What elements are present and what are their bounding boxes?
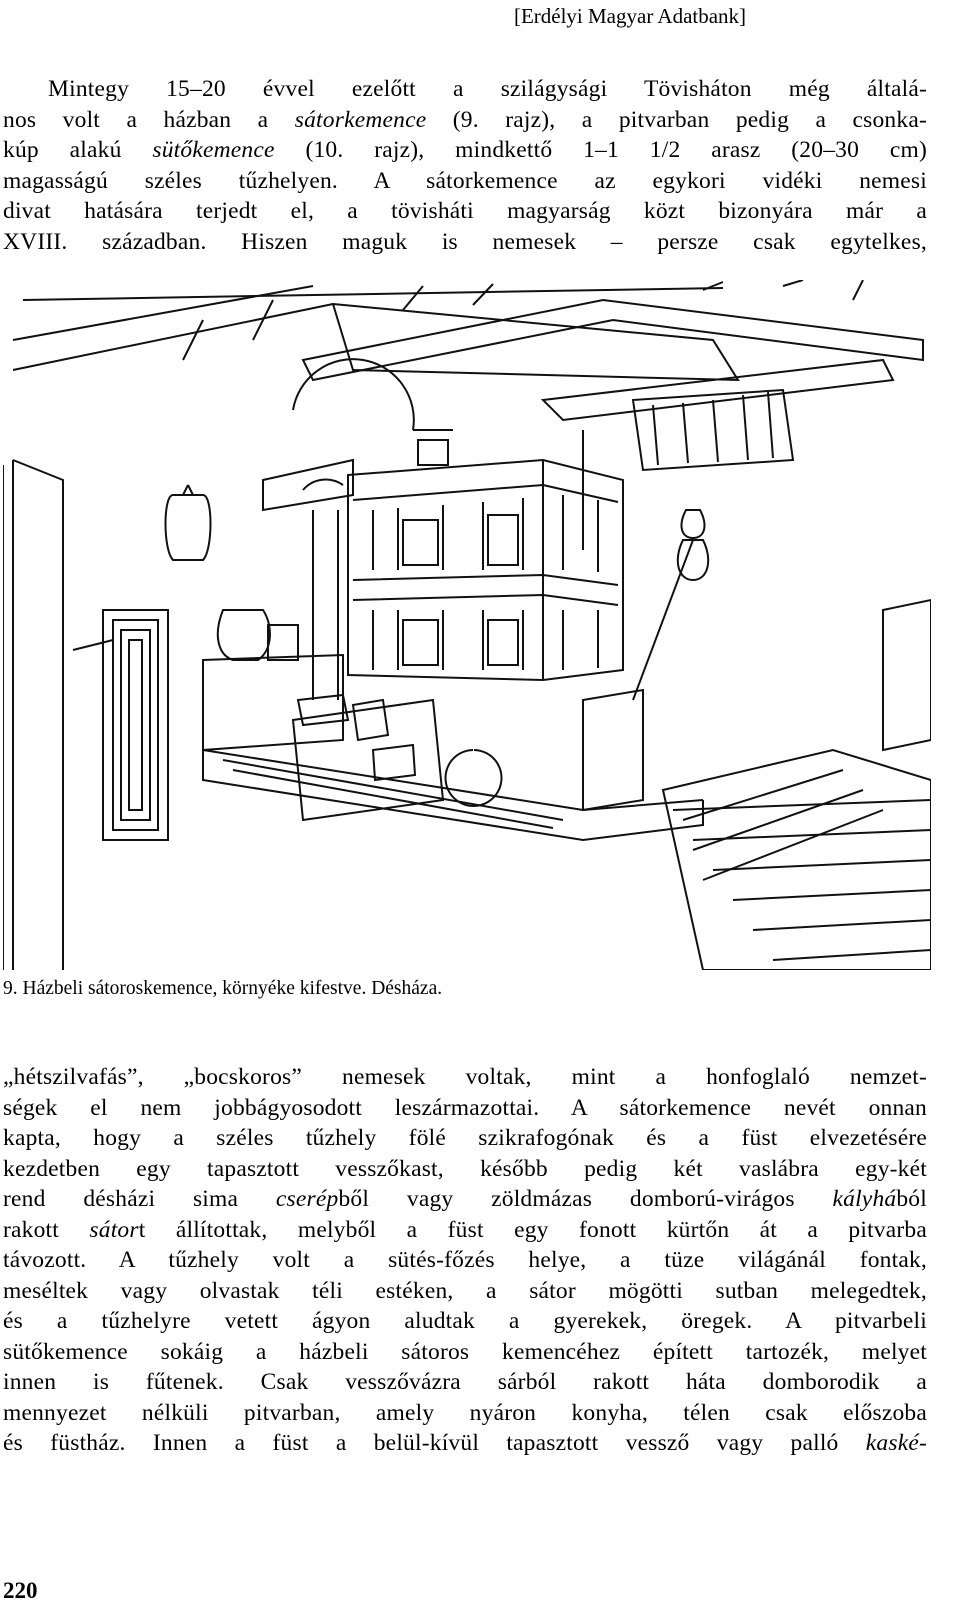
text-line xyxy=(3,1398,927,1429)
text-run: és füstház. Innen a füst a belül-kívül tapasztott vessző vagy palló xyxy=(3,1430,866,1456)
text-run: ségek el nem jobbágyosodott leszármazottai. A sátorkemence nevét onnan xyxy=(3,1094,927,1121)
text-line xyxy=(3,1154,927,1185)
text-line xyxy=(3,1428,927,1459)
italic-term: kályhá xyxy=(832,1186,897,1212)
running-header xyxy=(0,4,960,29)
text-run: kezdetben egy tapasztott vesszőkast, később pedig két vaslábra egy-két xyxy=(3,1155,927,1182)
text-line xyxy=(3,1337,927,1368)
text-run: mennyezet nélküli pitvarban, amely nyáron konyha, télen csak előszoba xyxy=(3,1399,927,1426)
text-run: ból xyxy=(896,1186,927,1212)
text-line xyxy=(3,1245,927,1276)
text-line xyxy=(3,1215,927,1246)
text-run: innen is fűtenek. Csak vesszővázra sárból rakott háta domborodik a xyxy=(3,1369,927,1395)
italic-term: kaské- xyxy=(865,1430,927,1456)
paragraph-1 xyxy=(3,74,927,257)
text-run: (9. rajz), a pitvarban pedig a csonka- xyxy=(426,106,927,133)
italic-term: sütőkemence xyxy=(152,137,275,163)
text-run: divat hatására terjedt el, a tövisháti magyarság közt bizonyára már a xyxy=(3,198,927,224)
text-line xyxy=(3,196,927,227)
text-line xyxy=(3,166,927,197)
text-run: XVIII. században. Hiszen maguk is nemesek – persze csak egytelkes, xyxy=(3,228,927,255)
text-run: kúp alakú xyxy=(3,137,153,163)
figure-caption: 9. Házbeli sátoroskemence, környéke kifestve. Désháza. xyxy=(3,978,443,999)
text-line xyxy=(3,1062,927,1093)
text-line xyxy=(3,227,927,258)
text-line xyxy=(3,105,927,136)
text-line xyxy=(3,1306,927,1337)
text-run: t állítottak, melyből a füst egy fonott kürtőn át a pitvarba xyxy=(138,1216,927,1243)
text-run: magasságú széles tűzhelyen. A sátorkemence az egykori vidéki nemesi xyxy=(3,167,927,194)
text-run: sütőkemence sokáig a házbeli sátoros kemencéhez épített tartozék, melyet xyxy=(3,1338,927,1365)
text-run: rakott xyxy=(3,1216,90,1243)
text-run: kapta, hogy a széles tűzhely fölé szikrafogónak és a füst elvezetésére xyxy=(3,1125,927,1151)
text-line xyxy=(3,1123,927,1154)
text-run: rend désházi sima xyxy=(3,1186,276,1212)
text-line xyxy=(3,74,927,105)
italic-term: cserép xyxy=(275,1186,339,1212)
figure-illustration xyxy=(3,280,931,970)
stove-room-drawing xyxy=(3,280,931,970)
text-run: ből vagy zöldmázas domború-virágos xyxy=(338,1186,833,1212)
text-line xyxy=(3,1276,927,1307)
italic-term: sátor xyxy=(89,1216,139,1243)
page-number: 220 xyxy=(3,1578,38,1603)
text-run: és a tűzhelyre vetett ágyon aludtak a gyerekek, öregek. A pitvarbeli xyxy=(3,1308,927,1334)
text-run: nos volt a házban a xyxy=(3,106,295,133)
text-line xyxy=(3,1184,927,1215)
running-title: [Erdélyi Magyar Adatbank] xyxy=(513,4,747,28)
text-run: Mintegy 15–20 évvel ezelőtt a szilágysági Tövisháton még általá- xyxy=(48,76,927,102)
paragraph-2 xyxy=(3,1062,927,1459)
text-line xyxy=(3,1367,927,1398)
text-line xyxy=(3,1093,927,1124)
text-line xyxy=(3,135,927,166)
text-run: „hétszilvafás”, „bocskoros” nemesek voltak, mint a honfoglaló nemzet- xyxy=(3,1064,927,1090)
text-run: meséltek vagy olvastak téli estéken, a sátor mögötti sutban melegedtek, xyxy=(3,1277,927,1304)
text-run: távozott. A tűzhely volt a sütés-főzés helye, a tüze világánál fontak, xyxy=(3,1247,927,1273)
italic-term: sátorkemence xyxy=(294,106,427,133)
text-run: (10. rajz), mindkettő 1–1 1/2 arasz (20–30 cm) xyxy=(274,137,928,163)
